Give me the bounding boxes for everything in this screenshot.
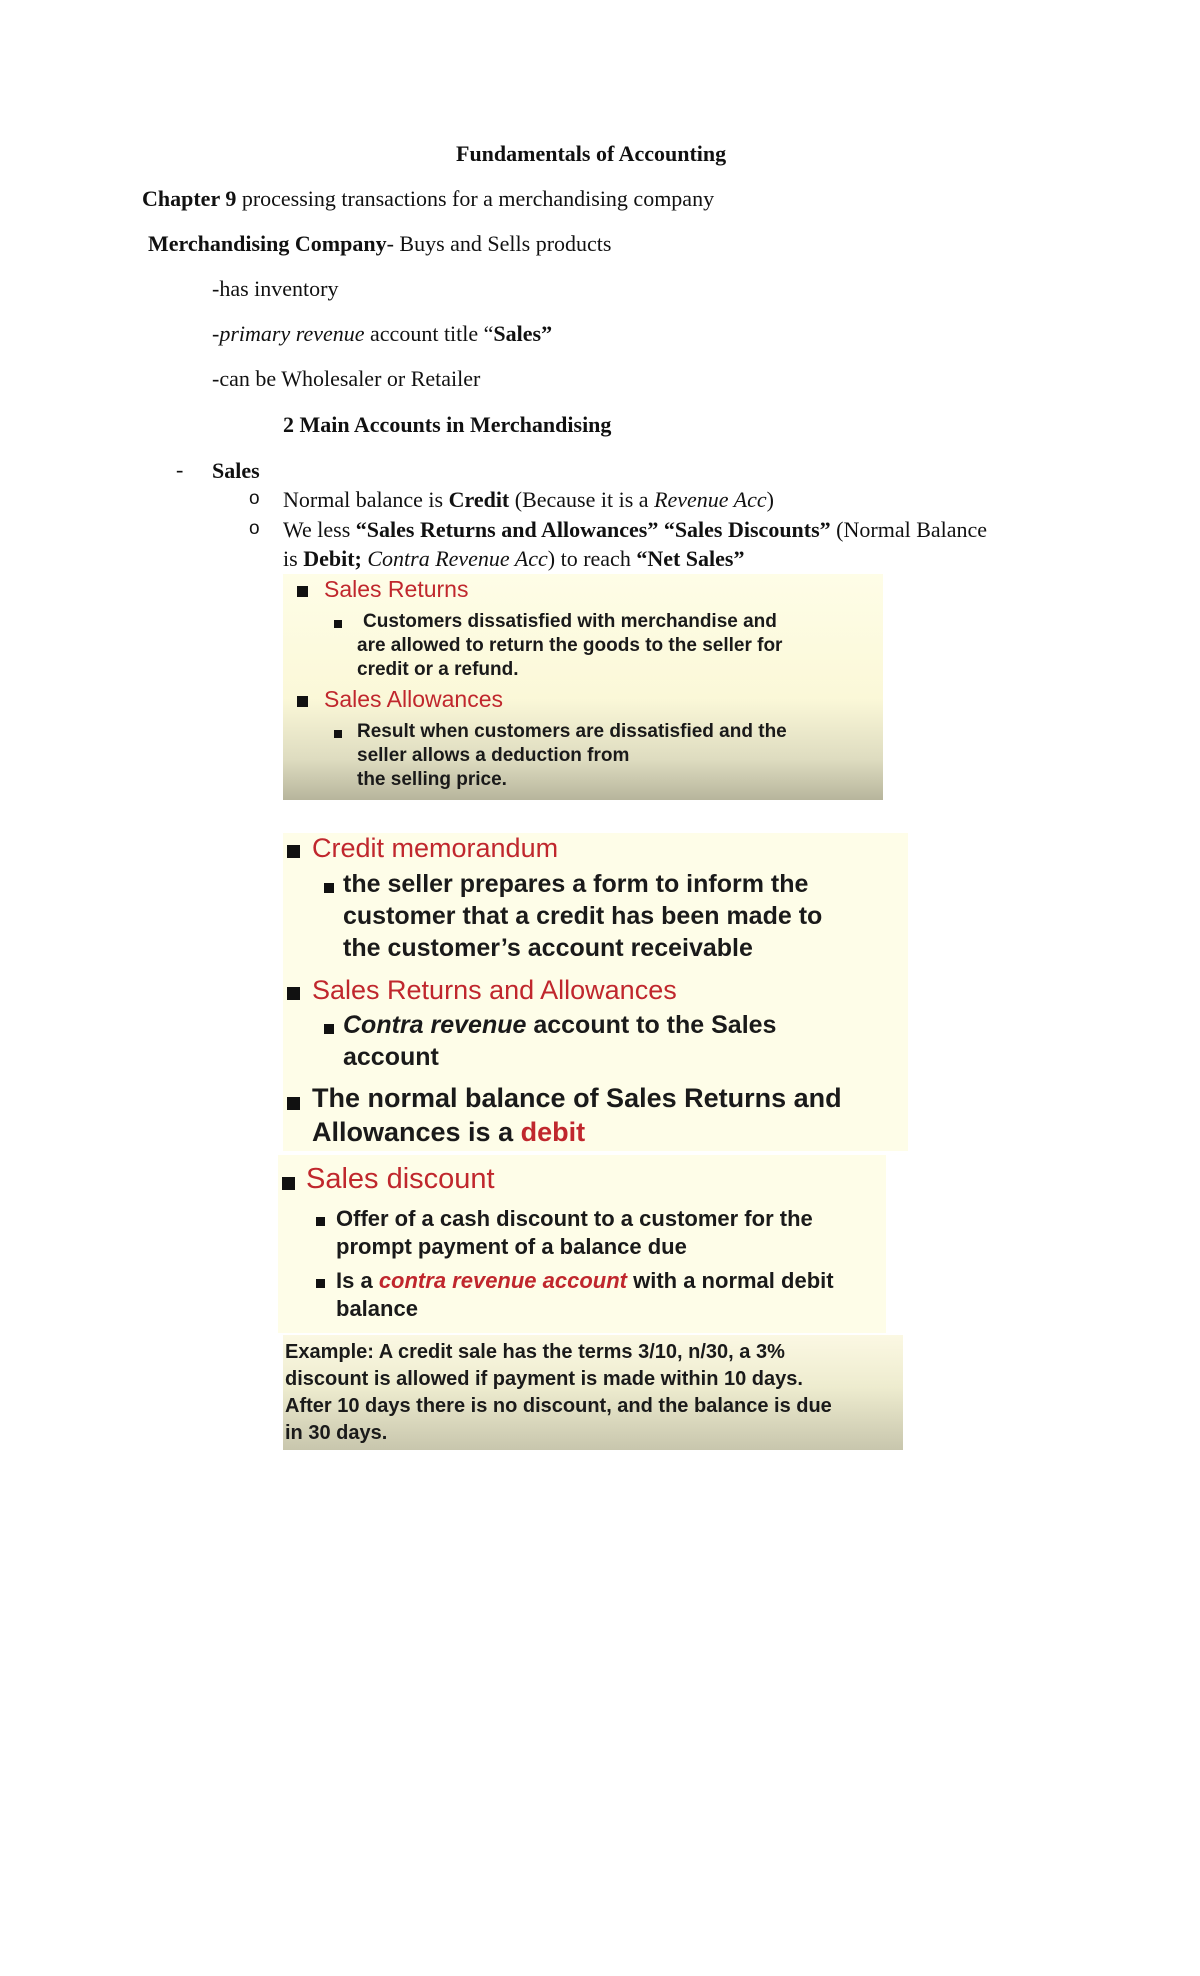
b2l2-italic: Contra Revenue Acc (361, 546, 548, 571)
disc-line-3 (336, 1267, 834, 1295)
merch-text: - Buys and Sells products (386, 231, 612, 256)
b2-end: (Normal Balance (830, 517, 988, 542)
b1-mid: (Because it is a (509, 487, 655, 512)
b2l2-bold2: “Net Sales” (636, 546, 745, 571)
chapter-line (142, 185, 714, 213)
primary-italic: primary revenue (219, 321, 365, 346)
b1-pre: Normal balance is (283, 487, 449, 512)
merch-label: Merchandising Company (148, 231, 387, 256)
b1-bold: Credit (448, 487, 510, 512)
b2l2-mid: ) to reach (547, 546, 637, 571)
disc-line-4: balance (336, 1296, 418, 1321)
bullet-square-icon (297, 696, 308, 707)
bullet-square-icon (282, 1177, 295, 1190)
bullet-square-icon (316, 1217, 325, 1226)
primary-revenue-line (212, 320, 552, 348)
disc-line-1: Offer of a cash discount to a customer for the (336, 1206, 813, 1231)
bullet-square-icon (297, 586, 308, 597)
dash-marker: - (176, 457, 184, 482)
sales-heading: Sales (212, 458, 260, 483)
normal-red-debit: debit (520, 1117, 586, 1147)
bullet-square-icon (287, 987, 300, 1000)
example-line-4: in 30 days. (285, 1422, 388, 1444)
sales-allowances-desc (357, 720, 787, 792)
primary-dash: - (212, 321, 220, 346)
bullet-marker-2: o (249, 518, 260, 539)
returns-line-3: credit or a refund. (357, 659, 519, 680)
example-slide (283, 1335, 903, 1450)
disc-pre: Is a (336, 1268, 379, 1293)
has-inventory: -has inventory (212, 276, 339, 301)
returns-line-2: are allowed to return the goods to the seller for (357, 635, 783, 656)
bullet-square-icon (287, 845, 300, 858)
bullet-marker-1: o (249, 488, 260, 509)
sales-discount-slide (278, 1155, 886, 1333)
wholesaler-line: -can be Wholesaler or Retailer (212, 366, 481, 391)
b1-end: ) (766, 487, 774, 512)
chapter-text: processing transactions for a merchandising company (236, 186, 715, 211)
sales-allowances-title: Sales Allowances (324, 686, 503, 712)
bullet-square-icon (334, 730, 342, 738)
normal-balance-text (312, 1081, 842, 1149)
disc-post: with a normal debit (627, 1268, 834, 1293)
normal-line-2 (312, 1115, 842, 1149)
discount-desc-1 (336, 1205, 813, 1261)
primary-text: account title “ (364, 321, 494, 346)
b2-bold: “Sales Returns and Allowances” “Sales Discounts” (355, 517, 831, 542)
bullet-we-less-cont (283, 545, 744, 573)
normal-line-1: The normal balance of Sales Returns and (312, 1083, 842, 1113)
bullet-we-less (283, 516, 987, 544)
merch-line (148, 230, 611, 258)
sra-desc (343, 1009, 776, 1073)
chapter-label: Chapter 9 (142, 186, 237, 211)
discount-desc-2 (336, 1267, 834, 1323)
sales-returns-slide (283, 574, 883, 800)
allow-line-1: Result when customers are dissatisfied and the (357, 721, 787, 742)
main-accounts-heading: 2 Main Accounts in Merchandising (283, 412, 612, 437)
bullet-square-icon (334, 620, 342, 628)
returns-line-1: Customers dissatisfied with merchandise and (363, 611, 777, 632)
disc-red: contra revenue account (378, 1268, 627, 1293)
normal-text-2: Allowances is a (312, 1117, 521, 1147)
credit-memorandum-slide (283, 833, 908, 1151)
credit-memo-title: Credit memorandum (312, 833, 559, 863)
primary-sales: Sales” (493, 321, 553, 346)
sra-line-2: account (343, 1043, 439, 1071)
disc-line-2: prompt payment of a balance due (336, 1234, 687, 1259)
credit-memo-desc (343, 868, 822, 964)
sales-returns-title: Sales Returns (324, 576, 469, 602)
bullet-square-icon (316, 1279, 325, 1288)
memo-line-3: the customer’s account receivable (343, 934, 753, 962)
sra-text-1: account to the Sales (526, 1011, 777, 1039)
document-title: Fundamentals of Accounting (456, 141, 727, 166)
allow-line-3: the selling price. (357, 769, 507, 790)
example-line-3: After 10 days there is no discount, and the balance is due (285, 1395, 832, 1417)
b2l2-bold: Debit; (303, 546, 362, 571)
sales-discount-title: Sales discount (306, 1163, 495, 1195)
example-text (285, 1339, 832, 1447)
sra-line-1 (343, 1009, 776, 1041)
bullet-normal-balance (283, 486, 774, 514)
b1-italic: Revenue Acc (654, 487, 767, 512)
b2-pre: We less (283, 517, 356, 542)
bullet-square-icon (287, 1097, 300, 1110)
memo-line-1: the seller prepares a form to inform the (343, 870, 809, 898)
bullet-square-icon (324, 1024, 334, 1034)
memo-line-2: customer that a credit has been made to (343, 902, 823, 930)
allow-line-2: seller allows a deduction from (357, 745, 630, 766)
sra-title: Sales Returns and Allowances (312, 975, 677, 1005)
example-line-1: Example: A credit sale has the terms 3/10, n/30, a 3% (285, 1341, 785, 1363)
bullet-square-icon (324, 883, 334, 893)
example-line-2: discount is allowed if payment is made within 10 days. (285, 1368, 803, 1390)
sales-returns-desc (357, 610, 782, 682)
sra-italic: Contra revenue (343, 1011, 527, 1039)
b2l2-pre: is (283, 546, 304, 571)
